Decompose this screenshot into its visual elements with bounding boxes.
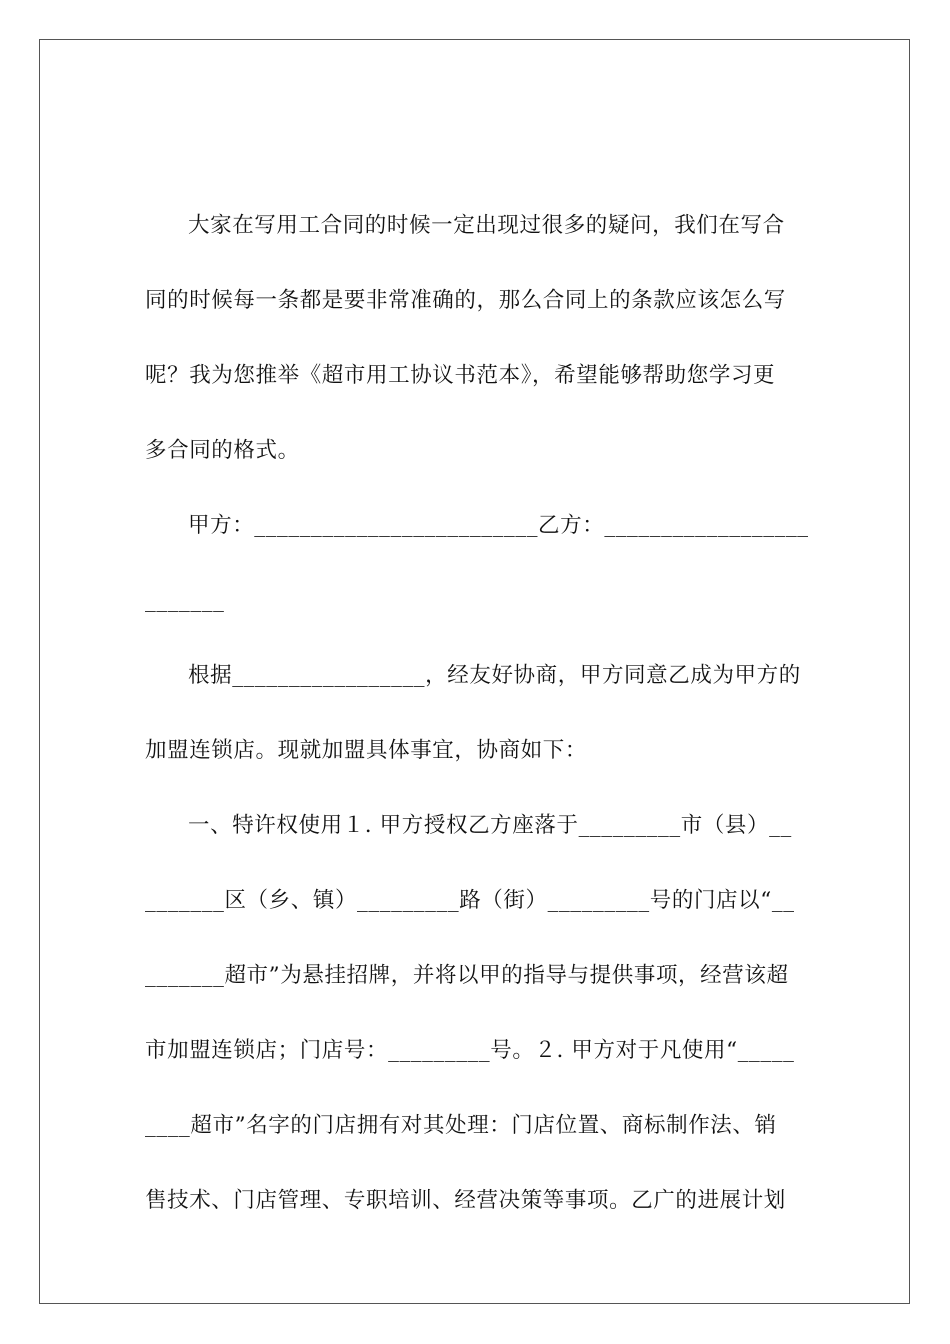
paragraph-intro-line-3: 呢？我为您推举《超市用工协议书范本》，希望能够帮助您学习更 — [145, 363, 776, 388]
basis-line-1: 根据_________________，经友好协商，甲方同意乙成为甲方的 — [188, 663, 801, 688]
clause-1-line-4: 市加盟连锁店；门店号：_________号。２. 甲方对于凡使用“_____ — [145, 1038, 795, 1063]
paragraph-intro-line-4: 多合同的格式。 — [145, 438, 300, 463]
parties-line-1: 甲方：_________________________乙方：__________________ — [188, 513, 809, 538]
basis-line-2: 加盟连锁店。现就加盟具体事宜，协商如下： — [145, 738, 588, 763]
clause-1-line-5: ____超市”名字的门店拥有对其处理：门店位置、商标制作法、销 — [145, 1113, 777, 1138]
clause-1-line-2: _______区（乡、镇）_________路（街）_________号的门店以“__ — [145, 888, 795, 913]
clause-1-line-6: 售技术、门店管理、专职培训、经营决策等事项。乙广的进展计划 — [145, 1188, 786, 1213]
clause-1-line-1: 一、特许权使用１. 甲方授权乙方座落于_________市（县）__ — [188, 813, 792, 838]
parties-line-2: _______ — [145, 588, 225, 613]
clause-1-line-3: _______超市”为悬挂招牌，并将以甲的指导与提供事项，经营该超 — [145, 963, 789, 988]
paragraph-intro-line-1: 大家在写用工合同的时候一定出现过很多的疑问，我们在写合 — [188, 213, 785, 238]
paragraph-intro-line-2: 同的时候每一条都是要非常准确的，那么合同上的条款应该怎么写 — [145, 288, 786, 313]
